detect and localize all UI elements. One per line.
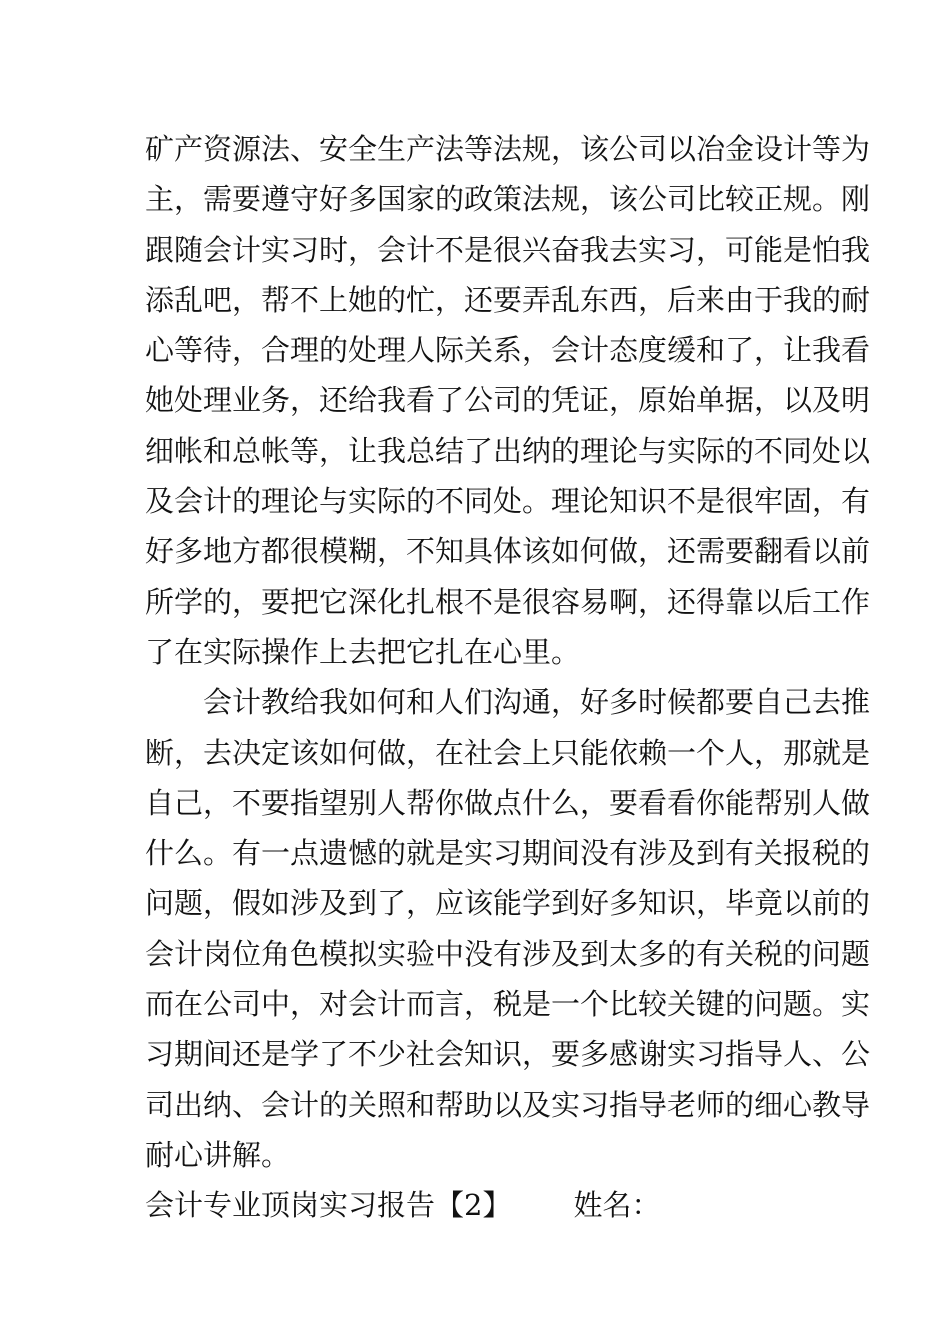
text-line: 习期间还是学了不少社会知识，要多感谢实习指导人、公 <box>145 1037 871 1072</box>
text-line: 好多地方都很模糊，不知具体该如何做，还需要翻看以前 <box>145 534 871 569</box>
paragraph-2 <box>145 677 871 1180</box>
report-title: 会计专业顶岗实习报告【2】 <box>145 1188 512 1223</box>
text-line: 主，需要遵守好多国家的政策法规，该公司比较正规。刚 <box>145 182 871 217</box>
paragraph-1 <box>145 124 871 677</box>
text-line: 所学的，要把它深化扎根不是很容易啊，还得靠以后工作 <box>145 584 871 619</box>
text-line: 断，去决定该如何做，在社会上只能依赖一个人，那就是 <box>145 735 871 770</box>
text-line: 会计教给我如何和人们沟通，好多时候都要自己去推 <box>203 685 871 720</box>
text-line: 及会计的理论与实际的不同处。理论知识不是很牢固，有 <box>145 484 871 519</box>
text-line: 司出纳、会计的关照和帮助以及实习指导老师的细心教导 <box>145 1087 871 1122</box>
text-line: 问题，假如涉及到了，应该能学到好多知识，毕竟以前的 <box>145 886 871 921</box>
text-line: 心等待，合理的处理人际关系，会计态度缓和了，让我看 <box>145 333 871 368</box>
text-line: 矿产资源法、安全生产法等法规，该公司以冶金设计等为 <box>145 132 871 166</box>
text-line: 细帐和总帐等，让我总结了出纳的理论与实际的不同处以 <box>145 433 871 468</box>
text-line: 添乱吧，帮不上她的忙，还要弄乱东西，后来由于我的耐 <box>145 282 871 317</box>
document-body <box>145 124 871 1231</box>
text-line: 会计岗位角色模拟实验中没有涉及到太多的有关税的问题 <box>145 936 871 971</box>
text-line: 什么。有一点遗憾的就是实习期间没有涉及到有关报税的 <box>145 836 871 871</box>
text-line: 跟随会计实习时，会计不是很兴奋我去实习，可能是怕我 <box>145 232 871 267</box>
text-line: 自己，不要指望别人帮你做点什么，要看看你能帮别人做 <box>145 785 871 820</box>
report-heading <box>145 1180 813 1230</box>
text-line: 而在公司中，对会计而言，税是一个比较关键的问题。实 <box>145 987 871 1022</box>
text-line: 她处理业务，还给我看了公司的凭证，原始单据，以及明 <box>145 383 871 418</box>
name-label: 姓名： <box>573 1188 661 1223</box>
text-line: 耐心讲解。 <box>145 1137 291 1172</box>
text-line: 了在实际操作上去把它扎在心里。 <box>145 634 581 669</box>
